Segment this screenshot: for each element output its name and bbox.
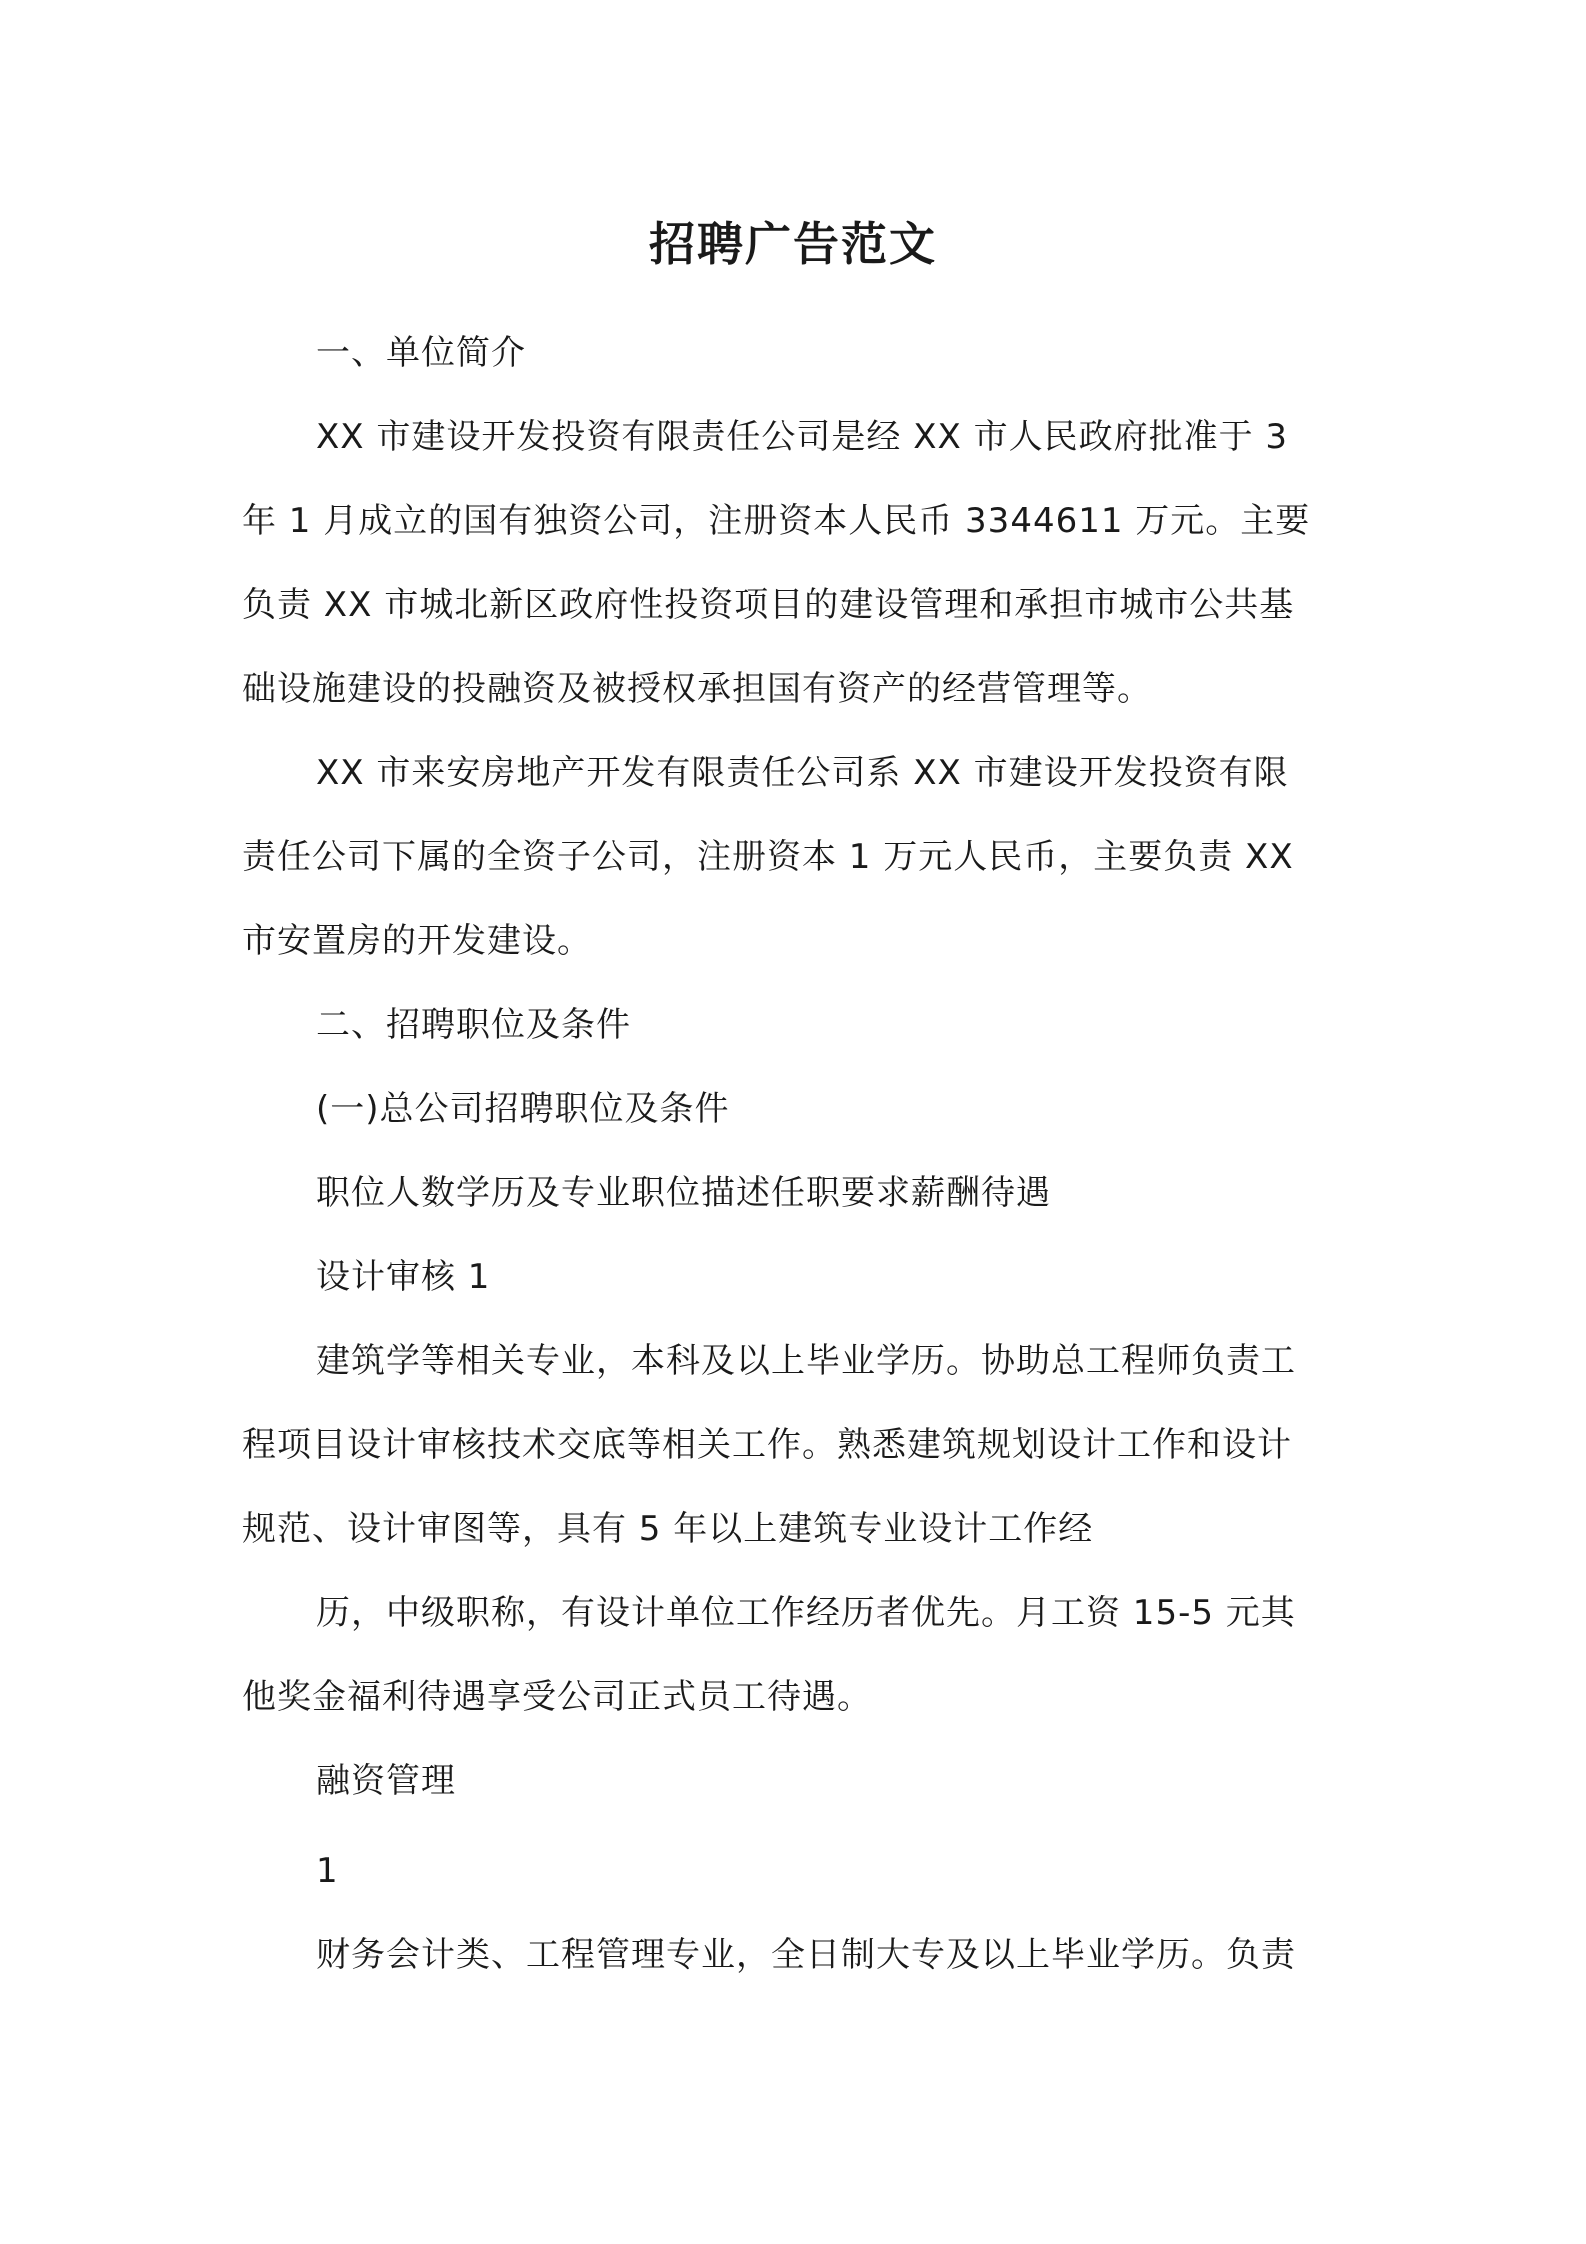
- section-heading: 一、单位简介: [316, 333, 526, 373]
- paragraph-line: 历，中级职称，有设计单位工作经历者优先。月工资 15-5 元其: [316, 1593, 1296, 1633]
- subsection-heading: (一)总公司招聘职位及条件: [316, 1089, 730, 1129]
- paragraph-line: XX 市建设开发投资有限责任公司是经 XX 市人民政府批准于 3: [316, 417, 1289, 457]
- paragraph-line: 负责 XX 市城北新区政府性投资项目的建设管理和承担市城市公共基: [242, 585, 1295, 625]
- paragraph-line: 础设施建设的投融资及被授权承担国有资产的经营管理等。: [242, 669, 1152, 709]
- paragraph-line: 规范、设计审图等，具有 5 年以上建筑专业设计工作经: [242, 1509, 1094, 1549]
- paragraph-line: 市安置房的开发建设。: [242, 921, 592, 961]
- position-line: 设计审核 1: [316, 1257, 491, 1297]
- paragraph-line: 建筑学等相关专业，本科及以上毕业学历。协助总工程师负责工: [316, 1341, 1296, 1381]
- position-count-line: 1: [316, 1851, 339, 1891]
- section-heading: 二、招聘职位及条件: [316, 1005, 631, 1045]
- paragraph-line: 他奖金福利待遇享受公司正式员工待遇。: [242, 1677, 872, 1717]
- paragraph-line: 责任公司下属的全资子公司，注册资本 1 万元人民币，主要负责 XX: [242, 837, 1294, 877]
- paragraph-line: 程项目设计审核技术交底等相关工作。熟悉建筑规划设计工作和设计: [242, 1425, 1292, 1465]
- table-header-line: 职位人数学历及专业职位描述任职要求薪酬待遇: [316, 1173, 1051, 1213]
- position-line: 融资管理: [316, 1761, 456, 1801]
- document-title: 招聘广告范文: [649, 217, 937, 271]
- paragraph-line: 财务会计类、工程管理专业，全日制大专及以上毕业学历。负责: [316, 1935, 1296, 1975]
- paragraph-line: XX 市来安房地产开发有限责任公司系 XX 市建设开发投资有限: [316, 753, 1289, 793]
- paragraph-line: 年 1 月成立的国有独资公司，注册资本人民币 3344611 万元。主要: [242, 501, 1311, 541]
